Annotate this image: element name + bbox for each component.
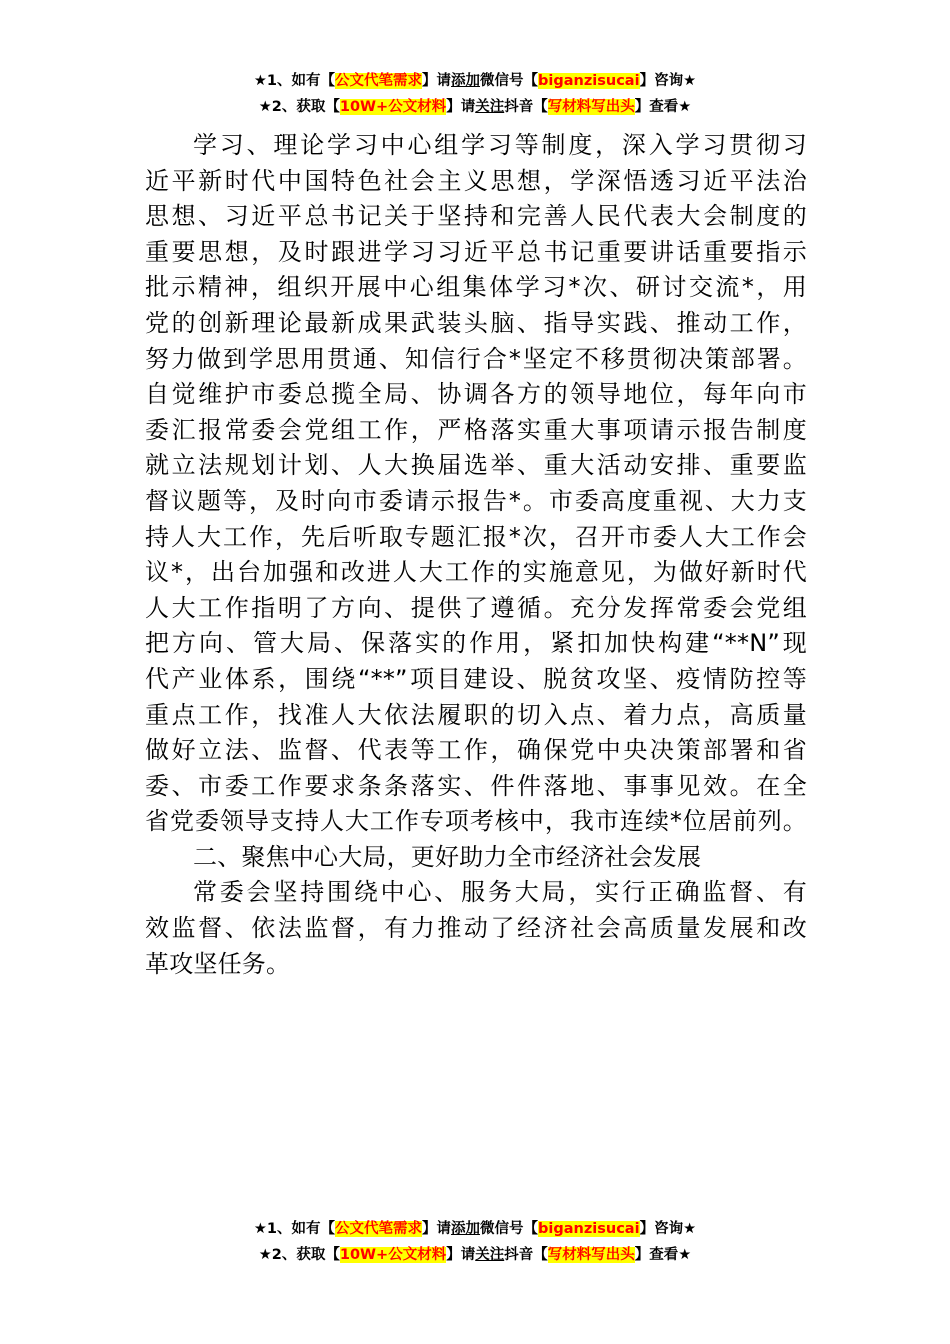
underlined-text: 添加: [451, 1221, 481, 1237]
body-line: 近平新时代中国特色社会主义思想，学深悟透习近平法治: [145, 166, 807, 195]
body-line: 做好立法、监督、代表等工作，确保党中央决策部署和省: [145, 736, 807, 765]
banner-text: 】请: [446, 99, 476, 115]
banner-text: 抖音【: [504, 99, 548, 115]
highlight-text: 公文代笔需求: [335, 73, 423, 89]
banner-text: 】查看★: [634, 99, 692, 115]
document-body: [145, 128, 807, 982]
body-line: 议*，出台加强和改进人大工作的实施意见，为做好新时代: [145, 558, 807, 587]
banner-text: 】请: [422, 1221, 452, 1237]
body-line: 持人大工作，先后听取专题汇报*次，召开市委人大工作会: [145, 522, 807, 551]
douyin-id: 写材料写出头: [547, 99, 635, 115]
highlight-text: 10W+公文材料: [339, 1247, 447, 1263]
body-line: 代产业体系，围绕“**”项目建设、脱贫攻坚、疫情防控等: [145, 664, 807, 693]
body-line: 委汇报常委会党组工作，严格落实重大事项请示报告制度: [145, 415, 807, 444]
footer-banner: [0, 1216, 950, 1268]
underlined-text: 关注: [475, 1247, 505, 1263]
body-line: 常委会坚持围绕中心、服务大局，实行正确监督、有: [193, 878, 807, 907]
banner-text: 】咨询★: [639, 73, 697, 89]
banner-text: ★1、如有【: [253, 73, 336, 89]
body-line: 思想、习近平总书记关于坚持和完善人民代表大会制度的: [145, 202, 807, 231]
body-line: 自觉维护市委总揽全局、协调各方的领导地位，每年向市: [145, 380, 807, 409]
header-banner: [0, 68, 950, 120]
body-line: 就立法规划计划、人大换届选举、重大活动安排、重要监: [145, 451, 807, 480]
banner-text: 】咨询★: [639, 1221, 697, 1237]
banner-text: 】请: [422, 73, 452, 89]
body-line: 省党委领导支持人大工作专项考核中，我市连续*位居前列。: [145, 807, 807, 836]
banner-text: ★2、获取【: [258, 1247, 340, 1263]
banner-text: 抖音【: [504, 1247, 548, 1263]
underlined-text: 添加: [451, 73, 481, 89]
wechat-id: biganzisucai: [538, 1221, 640, 1237]
banner-text: ★1、如有【: [253, 1221, 336, 1237]
banner-line-2: [0, 1242, 950, 1268]
douyin-id: 写材料写出头: [547, 1247, 635, 1263]
banner-text: ★2、获取【: [258, 99, 340, 115]
underlined-text: 关注: [475, 99, 505, 115]
body-line: 批示精神，组织开展中心组集体学习*次、研讨交流*，用: [145, 273, 807, 302]
body-line: 学习、理论学习中心组学习等制度，深入学习贯彻习: [193, 131, 807, 159]
banner-line-1: [0, 68, 950, 94]
body-line: 重要思想，及时跟进学习习近平总书记重要讲话重要指示: [145, 237, 807, 266]
body-line: 督议题等，及时向市委请示报告*。市委高度重视、大力支: [145, 486, 807, 515]
banner-text: 】请: [446, 1247, 476, 1263]
body-line: 努力做到学思用贯通、知信行合*坚定不移贯彻决策部署。: [145, 344, 807, 373]
highlight-text: 公文代笔需求: [335, 1221, 423, 1237]
body-line: 党的创新理论最新成果武装头脑、指导实践、推动工作，: [145, 308, 807, 337]
section-heading: 二、聚焦中心大局，更好助力全市经济社会发展: [193, 842, 702, 871]
highlight-text: 10W+公文材料: [339, 99, 447, 115]
body-line: 重点工作，找准人大依法履职的切入点、着力点，高质量: [145, 700, 807, 729]
body-line: 委、市委工作要求条条落实、件件落地、事事见效。在全: [145, 771, 807, 800]
wechat-id: biganzisucai: [538, 73, 640, 89]
banner-line-2: [0, 94, 950, 120]
banner-text: 微信号【: [480, 1221, 539, 1237]
banner-text: 微信号【: [480, 73, 539, 89]
banner-line-1: [0, 1216, 950, 1242]
body-line: 把方向、管大局、保落实的作用，紧扣加快构建“**N”现: [145, 629, 807, 658]
body-line: 效监督、依法监督，有力推动了经济社会高质量发展和改: [145, 914, 807, 943]
body-line: 人大工作指明了方向、提供了遵循。充分发挥常委会党组: [145, 593, 807, 622]
banner-text: 】查看★: [634, 1247, 692, 1263]
body-line: 革攻坚任务。: [145, 949, 291, 978]
